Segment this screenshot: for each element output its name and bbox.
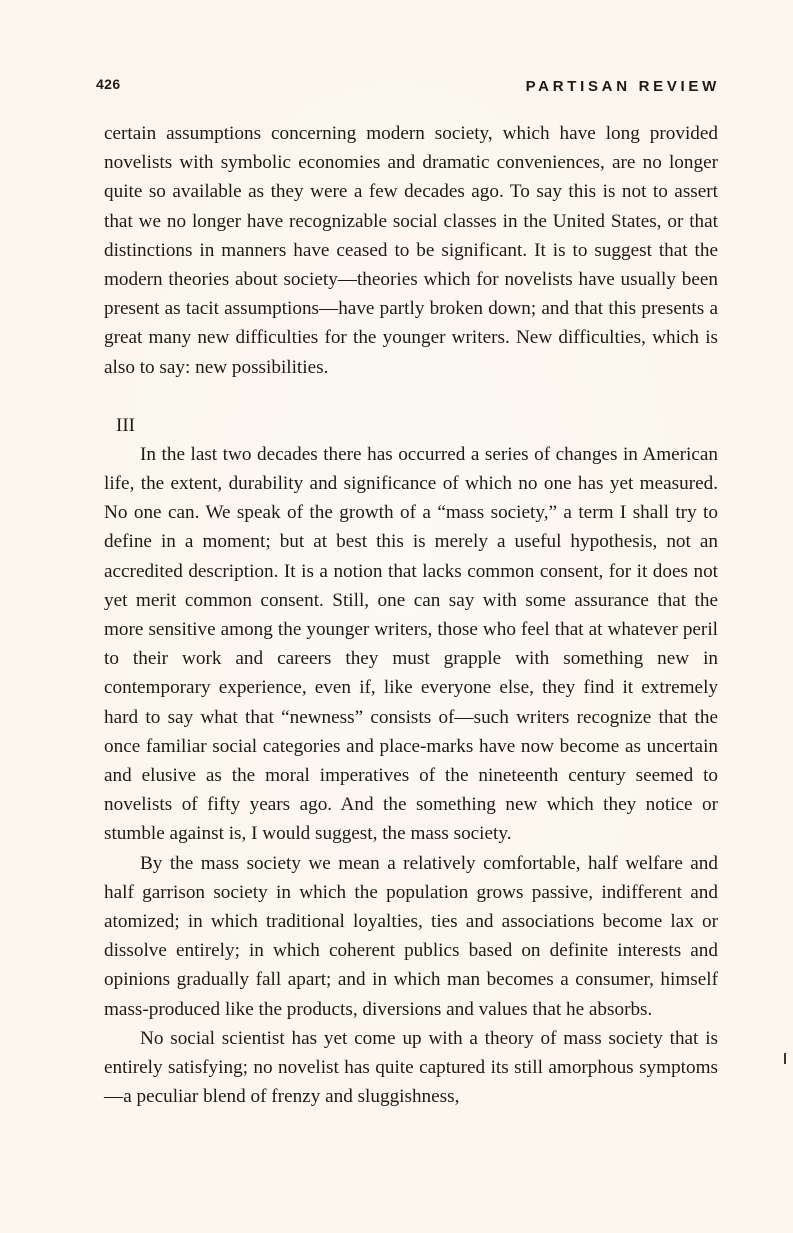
paragraph-4: No social scientist has yet come up with a theory of mass society that is entirely satisfying; no novelist has quite captured its still amorphous symptoms—a peculiar blend of frenzy and sluggishness, bbox=[104, 1027, 718, 1108]
paragraph-2: In the last two decades there has occurred a series of changes in American life, the extent, durability and significance of which no one has yet measured. No one can. We speak of the growth of a “mass society,” a term I shall try to define in a moment; but at best this is merely a useful hypothesis, not an accredited description. It is a notion that lacks common consent, for it does not yet merit common consent. Still, one can say with some assurance that the more sensitive among the younger writers, those who feel that at whatever peril to their work and careers they must grapple with something new in contemporary experience, even if, like everyone else, they find it extremely hard to say what that “newness” consists of—such writers recognize that the once familiar social categories and place-marks have now become as uncertain and elusive as the moral imperatives of the nineteenth century seemed to novelists of fifty years ago. And the something new which they notice or stumble against is, I would suggest, the mass society. bbox=[104, 443, 718, 845]
running-head: PARTISAN REVIEW bbox=[525, 78, 720, 95]
body-text bbox=[104, 119, 718, 1112]
paragraph-3: By the mass society we mean a relatively comfortable, half welfare and half garrison society in which the population grows passive, indifferent and atomized; in which traditional loyalties, ties and associations become lax or dissolve entirely; in which coherent publics based on definite interests and opinions gradually fall apart; and in which man becomes a consumer, himself mass-produced like the products, diversions and values that he absorbs. bbox=[104, 852, 718, 1020]
page-number: 426 bbox=[96, 76, 121, 92]
page-header bbox=[96, 76, 720, 100]
margin-mark bbox=[784, 1053, 786, 1064]
section-heading: III bbox=[116, 414, 135, 436]
paragraph-1: certain assumptions concerning modern society, which have long provided novelists with symbolic economies and dramatic conveniences, are no longer quite so available as they were a few decades ago. To say this is not to assert that we no longer have recognizable social classes in the United States, or that distinctions in manners have ceased to be significant. It is to suggest that the modern theories about society—theories which for novelists have usually been present as tacit assumptions—have partly broken down; and that this presents a great many new difficulties for the younger writers. New difficulties, which is also to say: new possibilities. bbox=[104, 123, 718, 378]
